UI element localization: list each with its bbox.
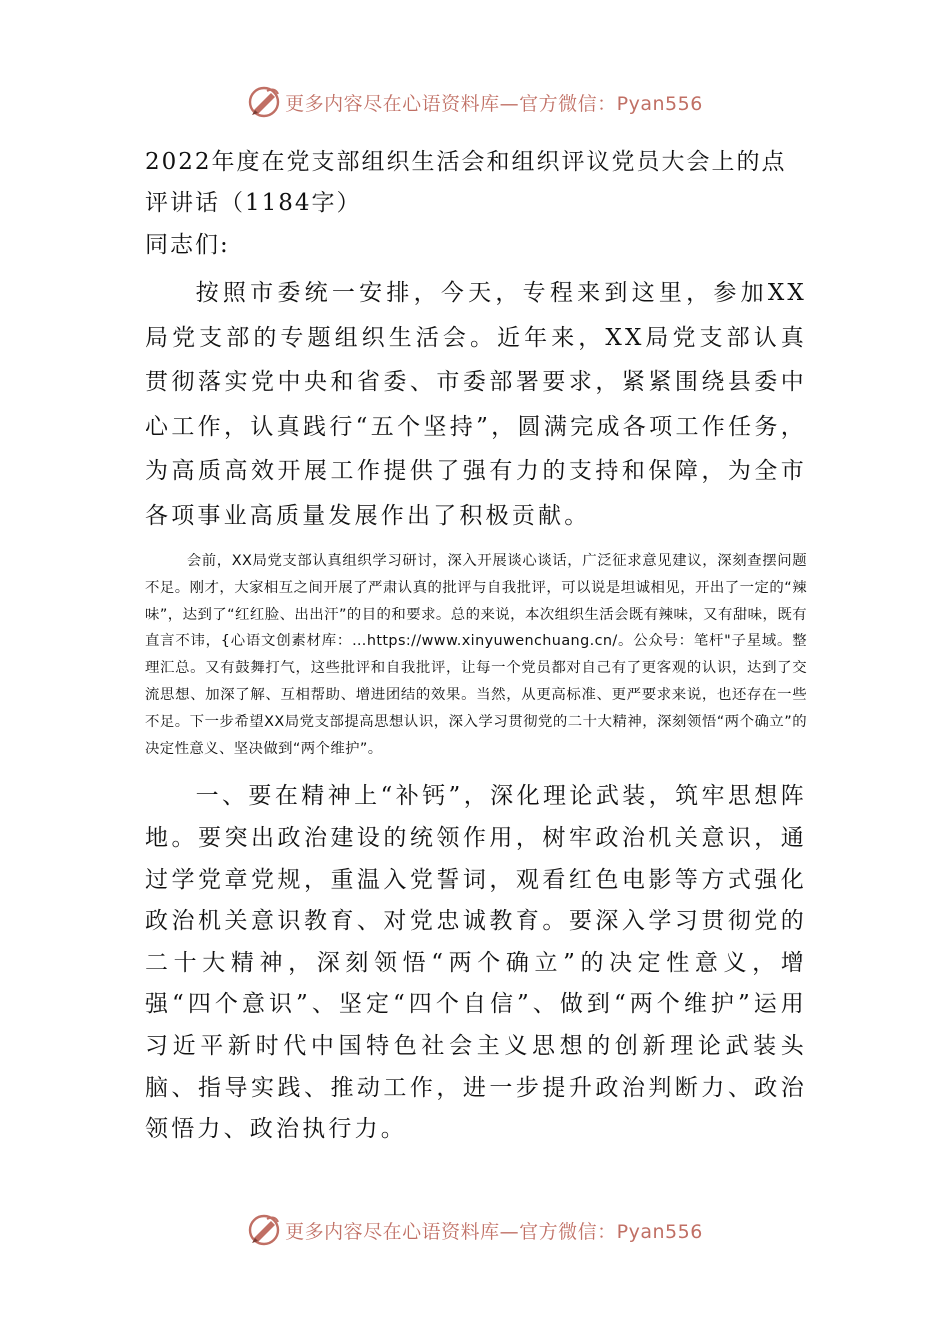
- footer-banner: [0, 1210, 950, 1250]
- paragraph-intro: 按照市委统一安排，今天，专程来到这里，参加XX局党支部的专题组织生活会。近年来，XX局党支部认真贯彻落实党中央和省委、市委部署要求，紧紧围绕县委中心工作，认真践行“五个坚持”，圆满完成各项工作任务，为高质高效开展工作提供了强有力的支持和保障，为全市各项事业高质量发展作出了积极贡献。: [145, 280, 807, 529]
- pen-logo-icon: [247, 85, 281, 119]
- banner-text: 更多内容尽在心语资料库—官方微信：Pyan556: [285, 92, 703, 115]
- document-title: 2022年度在党支部组织生活会和组织评议党员大会上的点评讲话（1184字）: [145, 149, 787, 216]
- paragraph-point-one: 一、要在精神上“补钙”，深化理论武装，筑牢思想阵地。要突出政治建设的统领作用，树牢政治机关意识，通过学党章党规，重温入党誓词，观看红色电影等方式强化政治机关意识教育、对党忠诚教育。要深入学习贯彻党的二十大精神，深刻领悟“两个确立”的决定性意义，增强“四个意识”、坚定“四个自信”、做到“两个维护”运用习近平新时代中国特色社会主义思想的创新理论武装头脑、指导实践、推动工作，进一步提升政治判断力、政治领悟力、政治执行力。: [145, 783, 807, 1143]
- pen-logo-icon: [247, 1213, 281, 1247]
- greeting: 同志们:: [145, 232, 230, 258]
- banner-text: 更多内容尽在心语资料库—官方微信：Pyan556: [285, 1220, 703, 1243]
- paragraph-meeting-summary: 会前，XX局党支部认真组织学习研讨，深入开展谈心谈话，广泛征求意见建议，深刻查摆问题不足。刚才，大家相互之间开展了严肃认真的批评与自我批评，可以说是坦诚相见，开出了一定的“辣味”，达到了“红红脸、出出汗”的目的和要求。总的来说，本次组织生活会既有辣味，又有甜味，既有直言不讳，{心语文创素材库：…https://www.xinyuwenchuang.cn/。公众号：笔杆"子星域。整理汇总。又有鼓舞打气，这些批评和自我批评，让每一个党员都对自己有了更客观的认识，达到了交流思想、加深了解、互相帮助、增进团结的效果。当然，从更高标准、更严要求来说，也还存在一些不足。下一步希望XX局党支部提高思想认识，深入学习贯彻党的二十大精神，深刻领悟“两个确立”的决定性意义、坚决做到“两个维护”。: [145, 553, 807, 757]
- header-banner: [0, 82, 950, 122]
- document-body: [145, 142, 807, 1151]
